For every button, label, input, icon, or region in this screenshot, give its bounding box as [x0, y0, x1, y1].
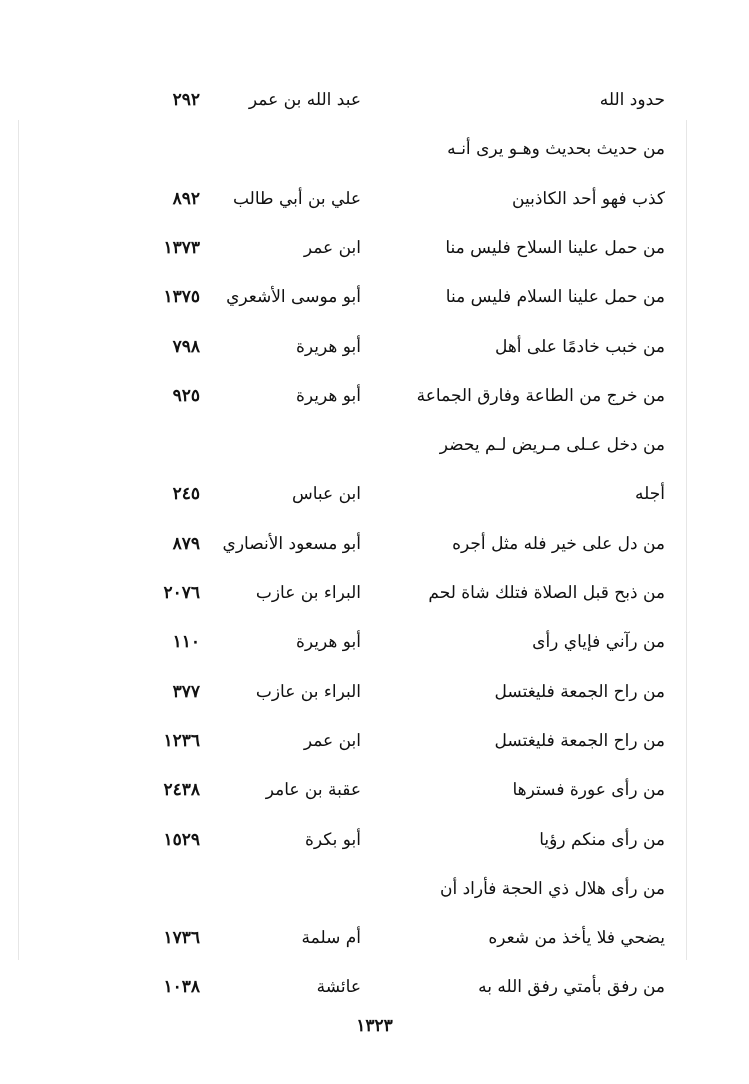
- narrator-name: ابن عباس: [291, 484, 361, 504]
- index-row: [0, 282, 749, 312]
- narrator-name: أبو هريرة: [295, 386, 361, 406]
- index-row: [0, 479, 749, 509]
- hadith-number: ٣٧٧: [172, 682, 200, 702]
- hadith-number: ٢٤٣٨: [163, 780, 200, 800]
- narrator-name: أبو مسعود الأنصاري: [222, 534, 361, 554]
- index-row: [0, 430, 749, 460]
- hadith-text: يضحي فلا يأخذ من شعره: [488, 928, 665, 948]
- narrator-name: ابن عمر: [303, 731, 361, 751]
- hadith-number: ٨٧٩: [172, 534, 200, 554]
- hadith-number: ١١٠: [172, 632, 200, 652]
- index-row: [0, 627, 749, 657]
- hadith-number: ١٥٢٩: [163, 830, 200, 850]
- index-row: [0, 85, 749, 115]
- hadith-number: ٢٤٥: [172, 484, 200, 504]
- hadith-text: من رفق بأمتي رفق الله به: [478, 977, 665, 997]
- hadith-number: ٢٠٧٦: [163, 583, 200, 603]
- index-row: [0, 233, 749, 263]
- hadith-number: ٩٢٥: [172, 386, 200, 406]
- hadith-text: من راح الجمعة فليغتسل: [494, 731, 665, 751]
- hadith-number: ٢٩٢: [172, 90, 200, 110]
- narrator-name: أم سلمة: [301, 928, 361, 948]
- page-number: ١٣٢٣: [356, 1016, 393, 1036]
- narrator-name: أبو بكرة: [304, 830, 361, 850]
- hadith-number: ٧٩٨: [172, 337, 200, 357]
- hadith-number: ١٧٣٦: [163, 928, 200, 948]
- hadith-text: من رأى منكم رؤيا: [539, 830, 665, 850]
- narrator-name: البراء بن عازب: [255, 682, 361, 702]
- hadith-text: من رآني فإياي رأى: [532, 632, 665, 652]
- hadith-text: من رأى هلال ذي الحجة فأراد أن: [439, 879, 665, 899]
- index-row: [0, 825, 749, 855]
- index-row: [0, 332, 749, 362]
- hadith-number: ١٠٣٨: [163, 977, 200, 997]
- narrator-name: علي بن أبي طالب: [232, 189, 361, 209]
- hadith-number: ١٢٣٦: [163, 731, 200, 751]
- index-row: [0, 184, 749, 214]
- index-row: [0, 381, 749, 411]
- hadith-text: من راح الجمعة فليغتسل: [494, 682, 665, 702]
- hadith-text: من دخل عـلى مـريض لـم يحضر: [439, 435, 665, 455]
- narrator-name: عقبة بن عامر: [265, 780, 361, 800]
- hadith-text: من خبب خادمًا على أهل: [494, 337, 665, 357]
- hadith-text: من حمل علينا السلام فليس منا: [445, 287, 665, 307]
- hadith-text: من حديث بحديث وهـو يرى أنـه: [447, 139, 665, 159]
- hadith-text: كذب فهو أحد الكاذبين: [512, 189, 665, 209]
- hadith-text: من رأى عورة فسترها: [512, 780, 665, 800]
- hadith-text: أجله: [635, 484, 665, 504]
- index-row: [0, 972, 749, 1002]
- index-row: [0, 775, 749, 805]
- index-row: [0, 726, 749, 756]
- narrator-name: أبو موسى الأشعري: [226, 287, 361, 307]
- narrator-name: أبو هريرة: [295, 337, 361, 357]
- hadith-text: حدود الله: [599, 90, 665, 110]
- hadith-text: من حمل علينا السلاح فليس منا: [445, 238, 665, 258]
- narrator-name: ابن عمر: [303, 238, 361, 258]
- index-row: [0, 874, 749, 904]
- index-row: [0, 677, 749, 707]
- narrator-name: أبو هريرة: [295, 632, 361, 652]
- hadith-text: من ذبح قبل الصلاة فتلك شاة لحم: [428, 583, 665, 603]
- hadith-number: ١٣٧٥: [163, 287, 200, 307]
- hadith-number: ٨٩٢: [172, 189, 200, 209]
- hadith-text: من دل على خير فله مثل أجره: [452, 534, 665, 554]
- narrator-name: البراء بن عازب: [255, 583, 361, 603]
- index-row: [0, 578, 749, 608]
- index-row: [0, 134, 749, 164]
- narrator-name: عبد الله بن عمر: [248, 90, 361, 110]
- hadith-text: من خرج من الطاعة وفارق الجماعة: [416, 386, 665, 406]
- index-row: [0, 923, 749, 953]
- index-row: [0, 529, 749, 559]
- hadith-number: ١٣٧٣: [163, 238, 200, 258]
- narrator-name: عائشة: [316, 977, 361, 997]
